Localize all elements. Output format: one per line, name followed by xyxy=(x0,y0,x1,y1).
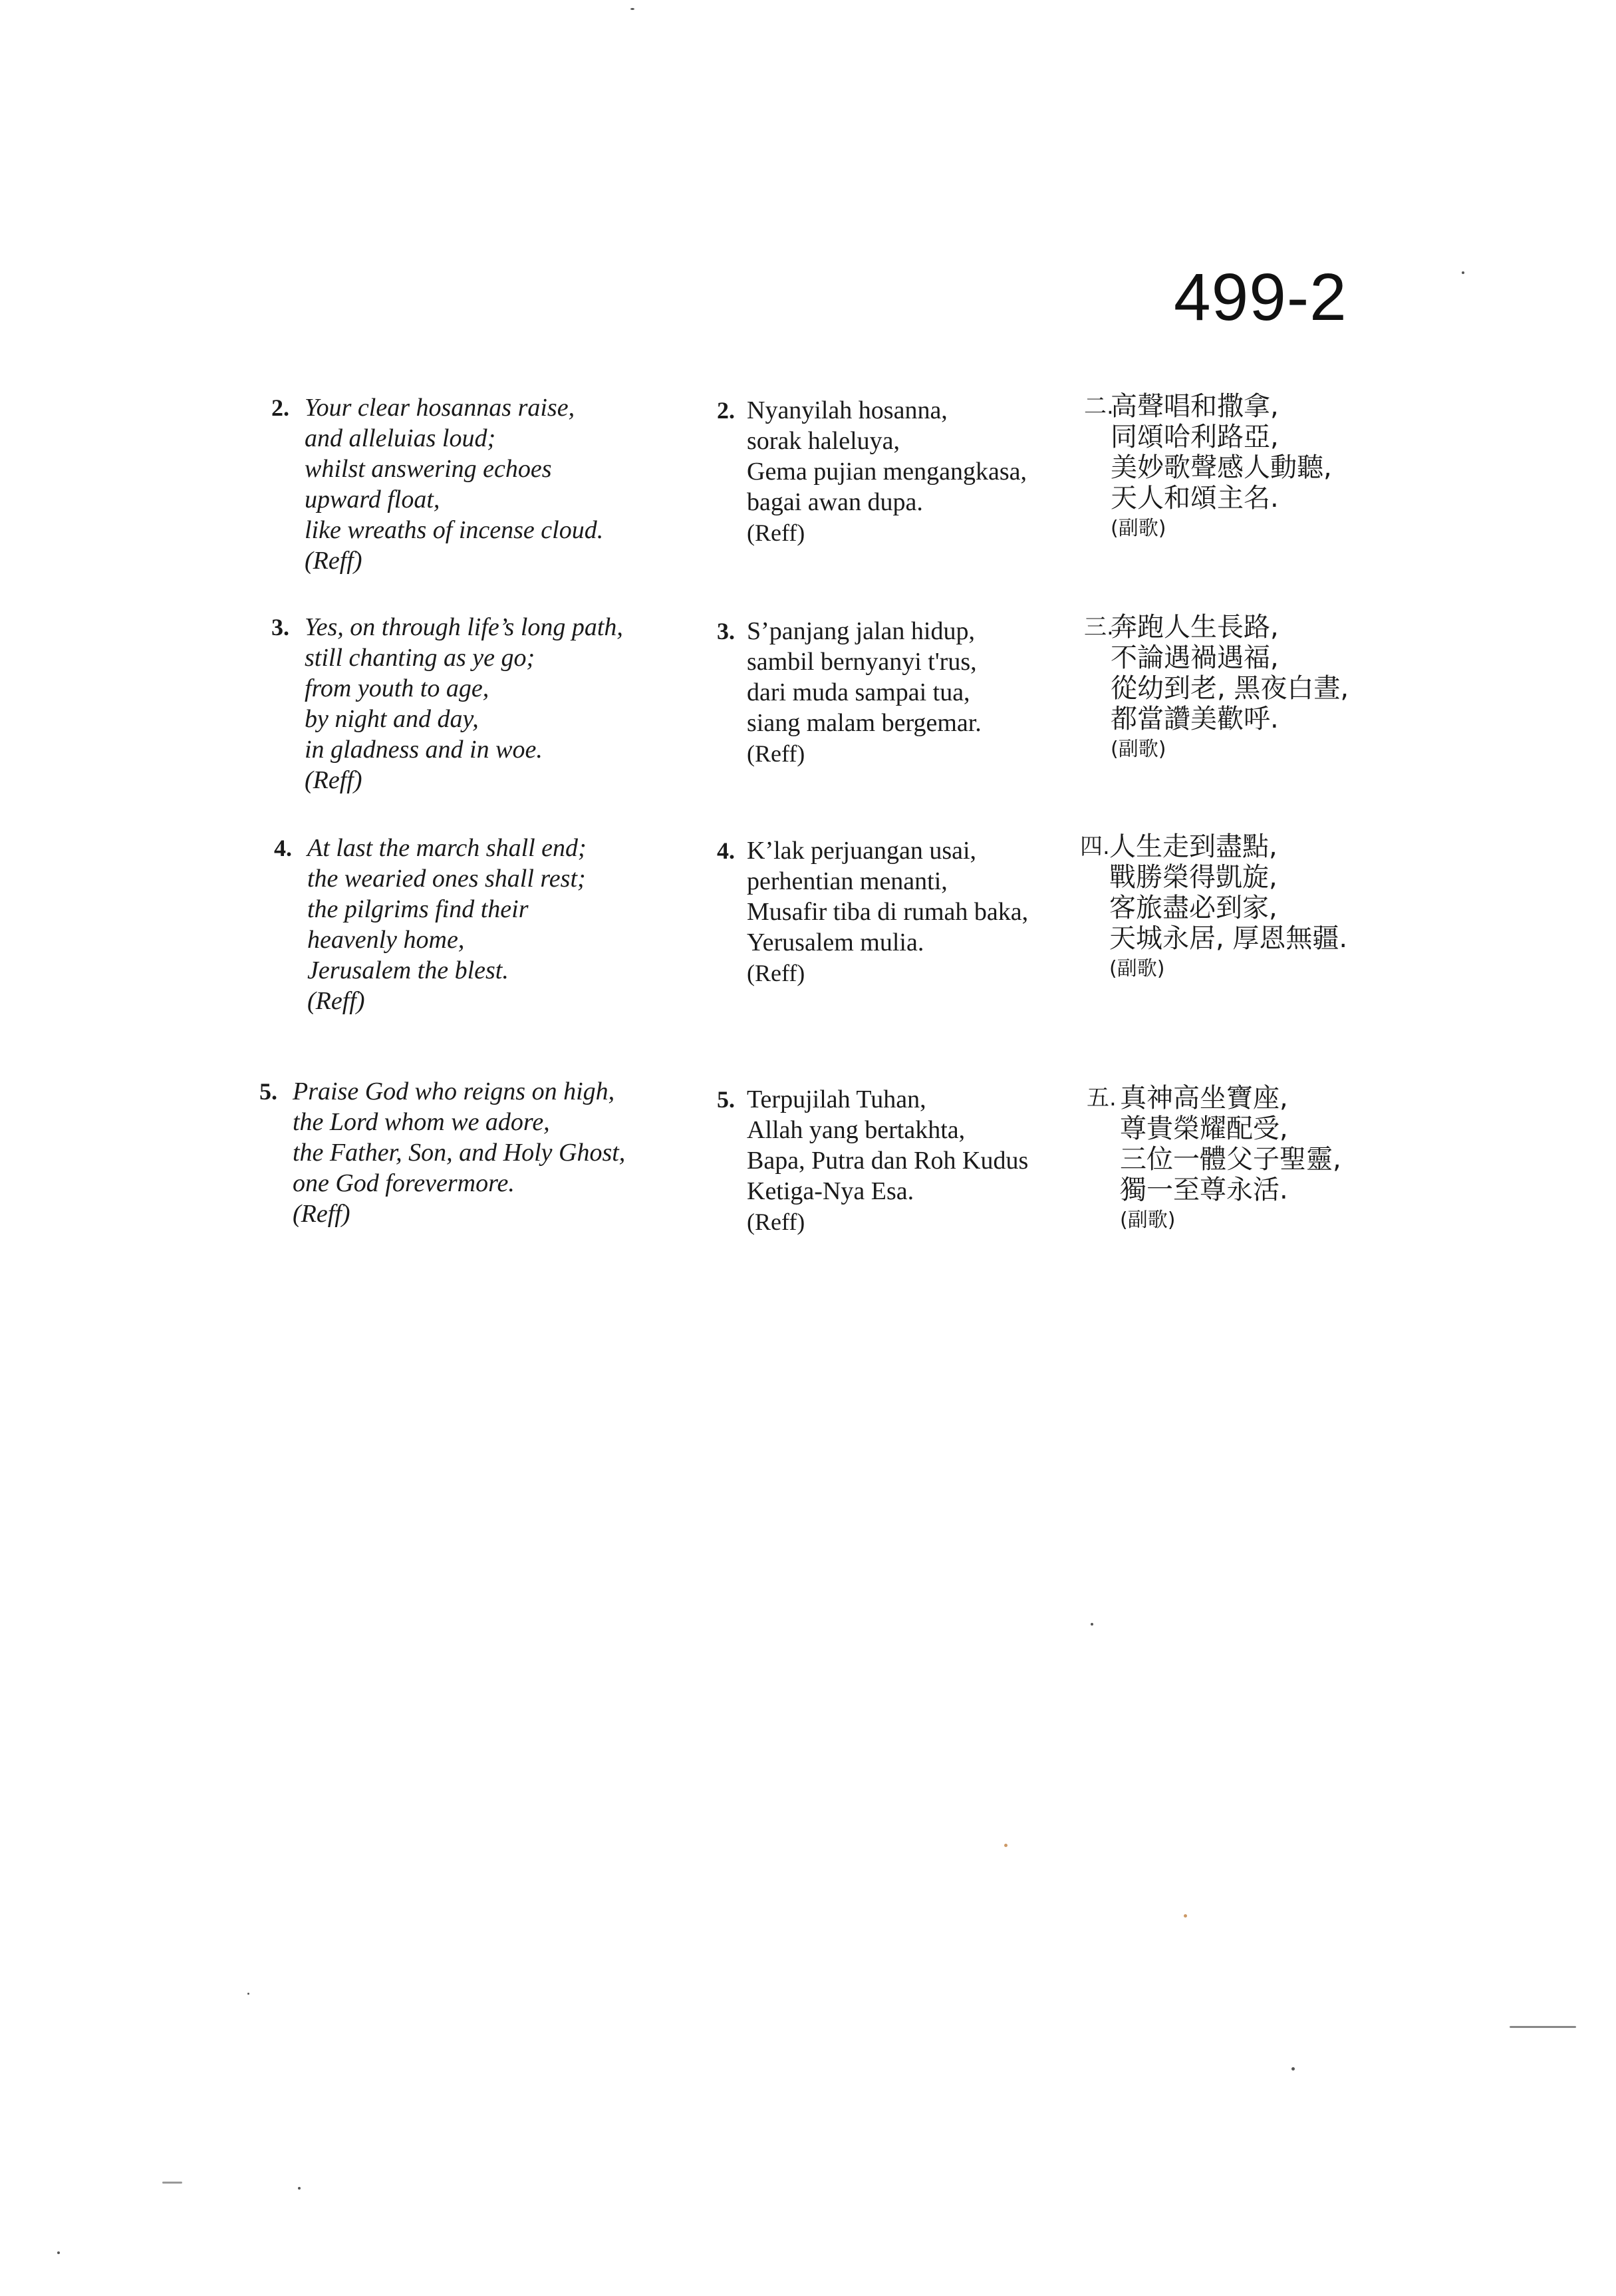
verse-line: 高聲唱和撒拿, xyxy=(1111,391,1279,422)
verse-number: 2. xyxy=(717,397,735,424)
verse-line: 客旅盡必到家, xyxy=(1109,893,1278,923)
verse-line: the wearied ones shall rest; xyxy=(307,865,586,893)
verse-number: 5. xyxy=(259,1078,277,1105)
verse-line: 天城永居, 厚恩無疆. xyxy=(1109,923,1348,954)
verse-number: 四. xyxy=(1080,833,1110,860)
verse-line: K’lak perjuangan usai, xyxy=(747,837,977,865)
scan-speck xyxy=(1004,1844,1008,1847)
verse-line: Your clear hosannas raise, xyxy=(305,394,575,422)
refrain-marker: (Reff) xyxy=(747,960,805,986)
scan-speck xyxy=(1291,2067,1295,2071)
refrain-marker: (Reff) xyxy=(305,547,362,575)
scan-speck xyxy=(247,1993,249,1995)
verse-line: one God forevermore. xyxy=(293,1169,515,1197)
verse-line: Yerusalem mulia. xyxy=(747,929,924,956)
verse-line: Musafir tiba di rumah baka, xyxy=(747,898,1029,926)
scan-speck xyxy=(1091,1623,1093,1626)
scan-speck xyxy=(162,2182,182,2184)
verse-line: 三位一體父子聖靈, xyxy=(1120,1144,1341,1175)
verse-line: 美妙歌聲感人動聽, xyxy=(1111,452,1332,483)
verse-line: in gladness and in woe. xyxy=(305,736,543,764)
verse-number: 2. xyxy=(271,394,289,421)
verse-line: 獨一至尊永活. xyxy=(1120,1175,1288,1205)
refrain-marker: (Reff) xyxy=(293,1200,350,1228)
scan-speck xyxy=(630,8,634,10)
verse-line: 人生走到盡點, xyxy=(1109,831,1278,862)
scan-speck xyxy=(1462,271,1464,274)
verse-number: 4. xyxy=(717,837,735,864)
verse-line: Nyanyilah hosanna, xyxy=(747,396,948,424)
verse-line: 戰勝榮得凱旋, xyxy=(1109,862,1278,893)
refrain-marker: (Reff) xyxy=(747,740,805,767)
verse-line: 都當讚美歡呼. xyxy=(1111,704,1279,734)
page-number: 499-2 xyxy=(1174,260,1347,335)
refrain-marker: (副歌) xyxy=(1120,1209,1176,1232)
verse-line: sambil bernyanyi t'rus, xyxy=(747,648,977,676)
verse-line: and alleluias loud; xyxy=(305,424,496,452)
verse-line: Yes, on through life’s long path, xyxy=(305,613,623,641)
verse-line: dari muda sampai tua, xyxy=(747,678,970,706)
verse-line: siang malam bergemar. xyxy=(747,709,982,737)
verse-line: 真神高坐寶座, xyxy=(1120,1083,1288,1113)
verse-number: 3. xyxy=(717,618,735,645)
verse-line: S’panjang jalan hidup, xyxy=(747,617,975,645)
verse-line: At last the march shall end; xyxy=(307,834,587,862)
verse-line: the Lord whom we adore, xyxy=(293,1108,550,1136)
refrain-marker: (副歌) xyxy=(1109,957,1165,980)
verse-line: the pilgrims find their xyxy=(307,895,529,923)
verse-line: 天人和頌主名. xyxy=(1111,483,1279,513)
verse-line: perhentian menanti, xyxy=(747,867,948,895)
scan-speck xyxy=(57,2251,60,2254)
verse-line: bagai awan dupa. xyxy=(747,488,923,516)
verse-line: from youth to age, xyxy=(305,674,489,702)
verse-line: 從幼到老, 黑夜白晝, xyxy=(1111,673,1349,704)
verse-line: Allah yang bertakhta, xyxy=(747,1116,966,1144)
verse-number: 三. xyxy=(1084,614,1114,641)
verse-number: 5. xyxy=(717,1086,735,1113)
verse-line: 奔跑人生長路, xyxy=(1111,612,1279,643)
verse-line: Ketiga-Nya Esa. xyxy=(747,1177,914,1205)
verse-number: 4. xyxy=(274,835,292,861)
verse-line: by night and day, xyxy=(305,705,479,733)
verse-line: Terpujilah Tuhan, xyxy=(747,1085,926,1113)
refrain-marker: (Reff) xyxy=(747,519,805,546)
verse-line: upward float, xyxy=(305,486,440,513)
verse-number: 3. xyxy=(271,614,289,641)
verse-line: sorak haleluya, xyxy=(747,427,900,455)
verse-line: like wreaths of incense cloud. xyxy=(305,516,604,544)
scan-speck xyxy=(1510,2026,1576,2028)
refrain-marker: (Reff) xyxy=(747,1209,805,1235)
scan-speck xyxy=(298,2187,301,2190)
verse-line: the Father, Son, and Holy Ghost, xyxy=(293,1139,626,1167)
verse-line: 同頌哈利路亞, xyxy=(1111,422,1279,452)
verse-line: whilst answering echoes xyxy=(305,455,552,483)
verse-line: Gema pujian mengangkasa, xyxy=(747,458,1027,486)
verse-line: Jerusalem the blest. xyxy=(307,956,509,984)
verse-line: 不論遇禍遇福, xyxy=(1111,643,1279,673)
refrain-marker: (副歌) xyxy=(1111,738,1166,761)
refrain-marker: (Reff) xyxy=(307,987,365,1015)
verse-line: Praise God who reigns on high, xyxy=(293,1077,615,1105)
verse-line: heavenly home, xyxy=(307,926,465,954)
refrain-marker: (Reff) xyxy=(305,766,362,794)
verse-line: still chanting as ye go; xyxy=(305,644,535,672)
verse-number: 二. xyxy=(1084,393,1114,420)
scan-speck xyxy=(1184,1914,1187,1918)
refrain-marker: (副歌) xyxy=(1111,517,1166,540)
verse-line: Bapa, Putra dan Roh Kudus xyxy=(747,1147,1029,1175)
verse-line: 尊貴榮耀配受, xyxy=(1120,1113,1288,1144)
verse-number: 五. xyxy=(1087,1085,1117,1111)
